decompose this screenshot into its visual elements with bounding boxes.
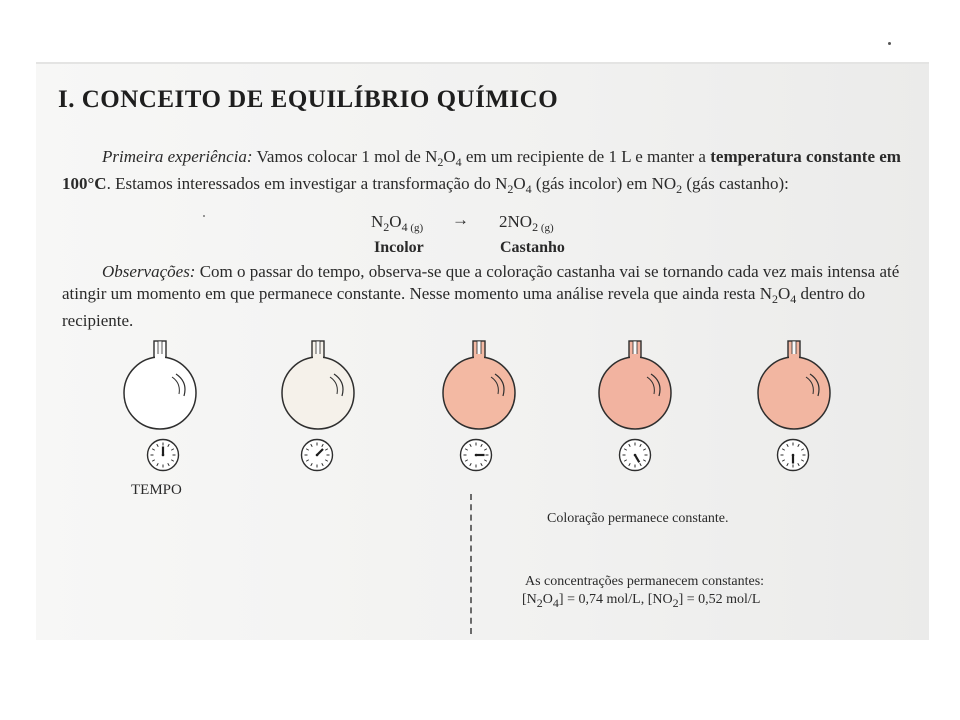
observations-paragraph: Observações: Com o passar do tempo, observa-se que a coloração castanha vai se tornando cada vez mais intensa até atingir um momento em que permanece constante. Nesse momento uma análise revela que ainda resta $N_2O_4$ dentro do recipiente. — [62, 262, 900, 330]
color-constant-note: Coloração permanece constante. — [547, 511, 729, 526]
clock-icon — [776, 438, 810, 472]
flask-2 — [276, 338, 360, 434]
scan-top-edge — [36, 62, 929, 64]
equation-reactant: $N_2O_4$ $_{(g)}$ — [371, 212, 424, 234]
experiment-text-e: (gás castanho): — [682, 174, 789, 193]
observations-text-b: dentro do recipiente. — [62, 284, 866, 330]
experiment-text-b: em um recipiente de 1 L e manter a — [461, 147, 711, 166]
experiment-text-d: (gás incolor) em NO — [531, 174, 677, 193]
clock-icon — [618, 438, 652, 472]
conc-n2o4-value: 0,74 mol/L — [578, 592, 641, 607]
reactant-label: Incolor — [374, 239, 424, 256]
equation-product: $2NO_2$ $_{(g)}$ — [499, 212, 554, 234]
experiment-bold: temperatura constante em 100°C — [62, 147, 901, 193]
concentration-note-title: As concentrações permanecem constantes: — [525, 574, 765, 589]
section-title: CONCEITO DE EQUILÍBRIO QUÍMICO — [81, 86, 559, 113]
conc-no2-value: 0,52 mol/L — [698, 592, 761, 607]
flask-3 — [437, 338, 521, 434]
concentration-values: [N2O4] = 0,74 mol/L, [NO2] = 0,52 mol/L — [522, 592, 761, 610]
equation-arrow: → — [452, 210, 469, 229]
scan-speck — [888, 42, 891, 45]
equilibrium-divider-line — [470, 494, 472, 634]
product-label: Castanho — [500, 239, 565, 256]
section-number: I. — [58, 86, 75, 113]
experiment-paragraph: Primeira experiência: Vamos colocar 1 mol de $N_2O_4$ em um recipiente de 1 L e manter a temperatura constante em 100°C. Estamos interessados em investigar a transformação do $N_2O_4$ (gás incolor) em $NO_2$ (gás castanho): — [62, 147, 901, 196]
experiment-text-c: . Estamos interessados em investigar a transformação do N — [106, 174, 508, 193]
flask-5 — [752, 338, 836, 434]
clock-icon — [459, 438, 493, 472]
experiment-text-a: Vamos colocar 1 mol de N — [252, 147, 438, 166]
time-label: TEMPO — [131, 482, 182, 498]
observations-lead: Observações: — [102, 262, 196, 281]
section-heading — [58, 86, 558, 114]
clock-icon — [146, 438, 180, 472]
flask-1 — [118, 338, 202, 434]
flask-4 — [593, 338, 677, 434]
clock-icon — [300, 438, 334, 472]
scan-speck-2 — [203, 215, 205, 217]
observations-text-a: Com o passar do tempo, observa-se que a coloração castanha vai se tornando cada vez mais intensa até atingir um momento em que permanece constante. Nesse momento uma análise revela que ainda resta N — [62, 262, 900, 303]
experiment-lead: Primeira experiência: — [102, 147, 253, 166]
